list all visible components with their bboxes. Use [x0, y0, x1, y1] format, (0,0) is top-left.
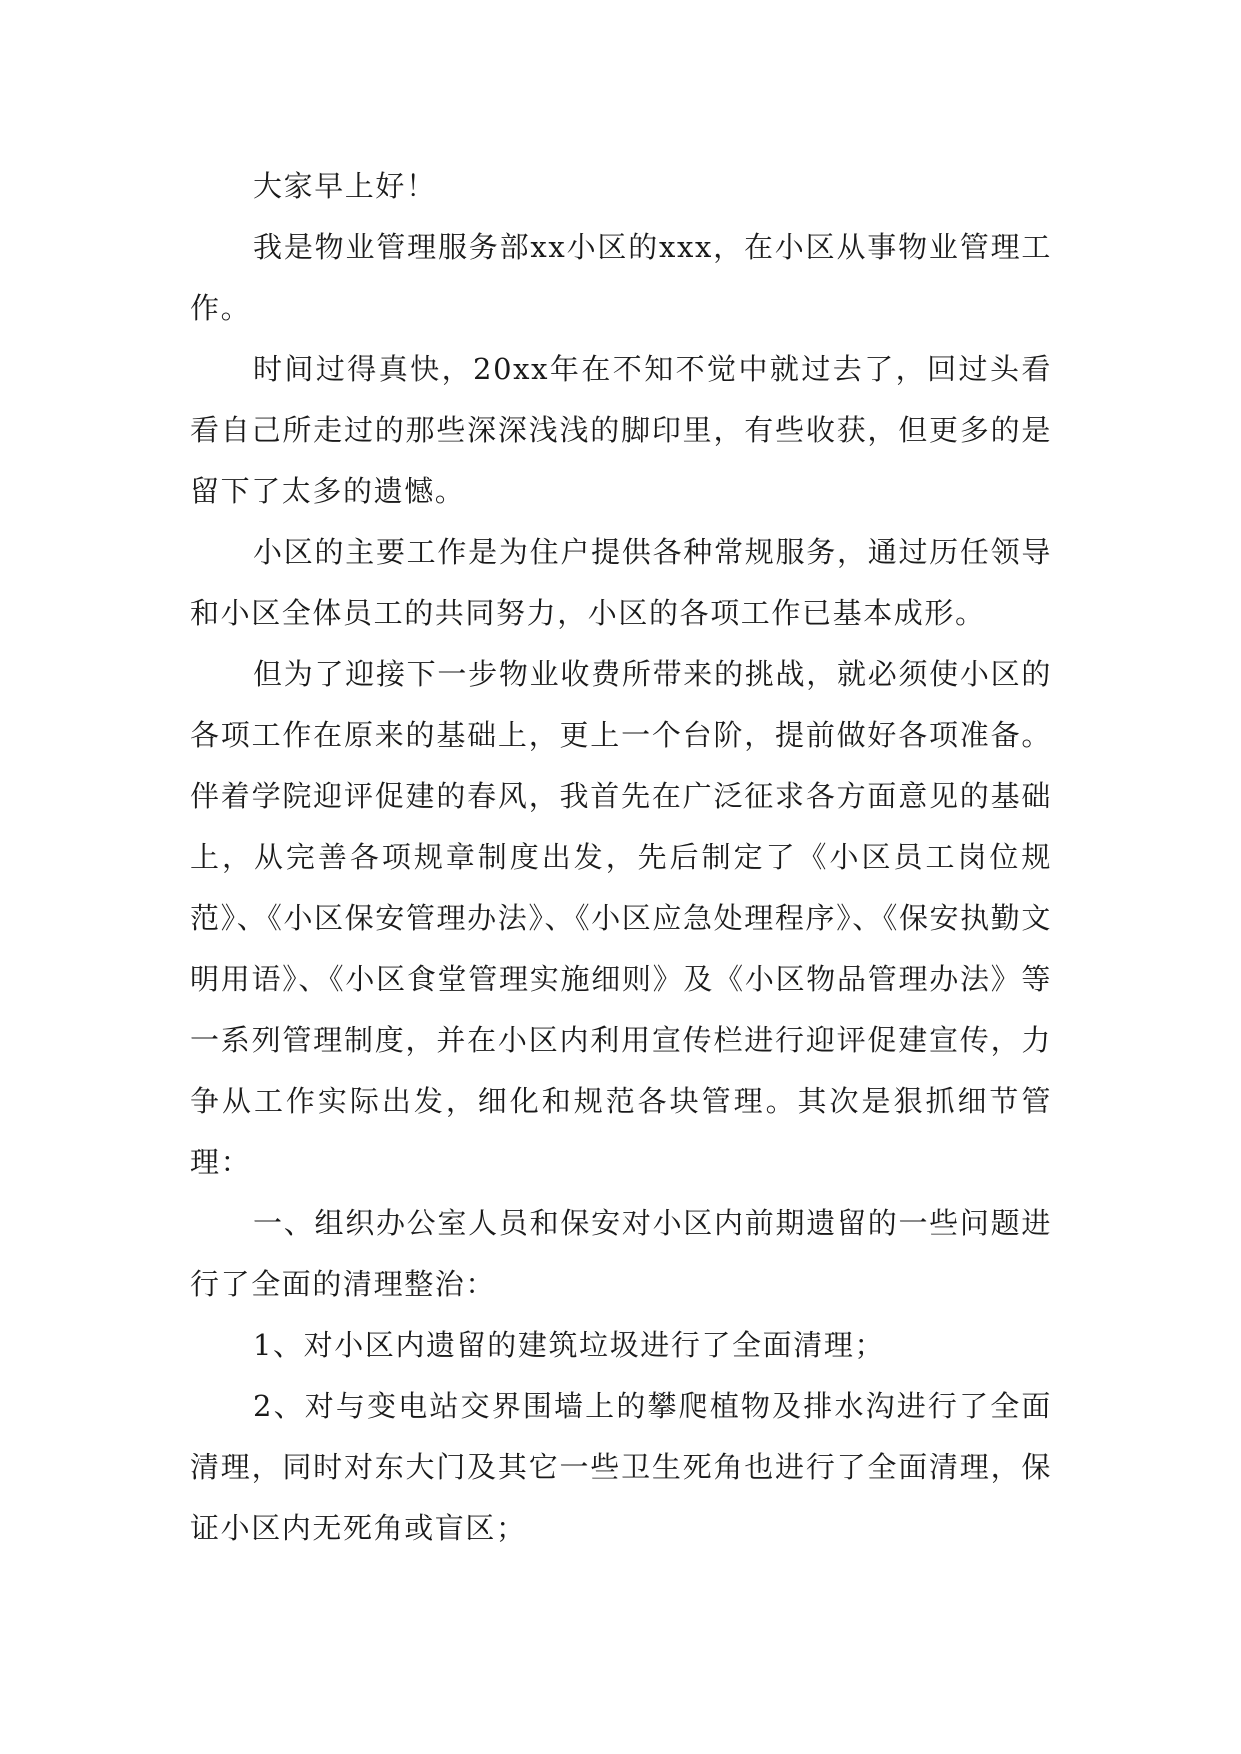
paragraph-regulations: 但为了迎接下一步物业收费所带来的挑战，就必须使小区的各项工作在原来的基础上，更上一个台阶，提前做好各项准备。伴着学院迎评促建的春风，我首先在广泛征求各方面意见的基础上，从完善各项规章制度出发，先后制定了《小区员工岗位规范》、《小区保安管理办法》、《小区应急处理程序》、《保安执勤文明用语》、《小区食堂管理实施细则》及《小区物品管理办法》等一系列管理制度，并在小区内利用宣传栏进行迎评促建宣传，力争从工作实际出发，细化和规范各块管理。其次是狠抓细节管理： — [190, 657, 1052, 1179]
document-body — [190, 156, 1052, 1559]
paragraph-subitem-2: 2、对与变电站交界围墙上的攀爬植物及排水沟进行了全面清理，同时对东大门及其它一些卫生死角也进行了全面清理，保证小区内无死角或盲区； — [190, 1389, 1052, 1545]
paragraph-introduction: 我是物业管理服务部xx小区的xxx，在小区从事物业管理工作。 — [190, 230, 1052, 325]
paragraph-reflection: 时间过得真快，20xx年在不知不觉中就过去了，回过头看看自己所走过的那些深深浅浅的脚印里，有些收获，但更多的是留下了太多的遗憾。 — [190, 352, 1052, 508]
paragraph-item-one: 一、组织办公室人员和保安对小区内前期遗留的一些问题进行了全面的清理整治： — [190, 1206, 1052, 1301]
paragraph-main-work: 小区的主要工作是为住户提供各种常规服务，通过历任领导和小区全体员工的共同努力，小区的各项工作已基本成形。 — [190, 535, 1052, 630]
paragraph-greeting: 大家早上好！ — [253, 169, 437, 203]
paragraph-subitem-1: 1、对小区内遗留的建筑垃圾进行了全面清理； — [253, 1328, 886, 1362]
